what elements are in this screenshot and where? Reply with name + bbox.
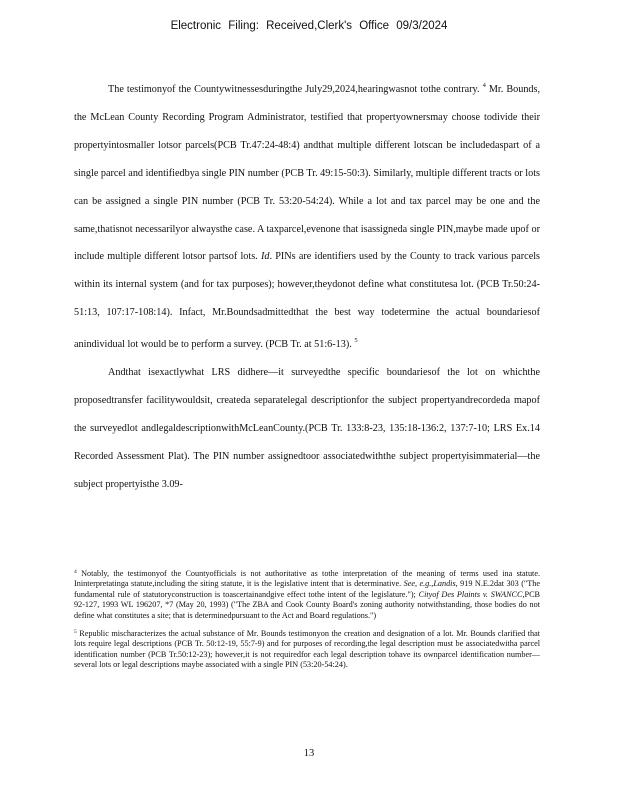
footnote-ref-4: 4 (482, 82, 486, 89)
footnote-4-number: 4 (74, 569, 77, 575)
footnote-4-text-b: , 919 N.E.2dat 303 ("The fundamental rule of statutoryconstruction is toascertainandgive effect tothe intent of the legislature."); (74, 579, 541, 599)
e-filing-stamp: Electronic Filing: Received,Clerk's Office 09/3/2024 (170, 20, 448, 32)
paragraph-1-part-a: The testimonyof the Countywitnessesduringthe July29,2024,hearingwasnot tothe contrary. (108, 84, 480, 95)
body-text (74, 72, 540, 499)
footnote-5 (74, 627, 540, 671)
footnote-5-number: 5 (74, 629, 77, 636)
paragraph-1-part-b: Mr. Bounds, the McLean County Recording Program Administrator, testified that propertyownersmay choose todivide their propertyintosmaller lotsor parcels(PCB Tr.47:24-48:4) andthat multiple different lotscan be includedaspart of a single parcel and identifiedbya single PIN number (PCB Tr. 49:15-50:3). Similarly, multiple different tracts or lots can be assigned a single PIN number (PCB Tr. 53:20-54:24). While a lot and tax parcel may be one and the same,thatisnot necessarilyor alwaysthe case. A taxparcel,evenone that isassigneda single PIN,maybe made upof or include multiple different lotsor partsof lots. (74, 84, 541, 263)
footnote-4 (74, 567, 540, 621)
footnotes (74, 567, 540, 677)
footnote-4-text-c: ,PCB 92-127, 1993 WL 196207, *7 (May 20, 1993) ("The ZBA and Cook County Board's zoning authority notwithstanding, those bodies do not define what constitutes a site; that is determinedpursuant to the Act and Board regulations.") (74, 589, 541, 620)
id-citation: Id (260, 251, 270, 263)
footnote-ref-5: 5 (354, 337, 358, 345)
footnote-4-case: Cityof Des Plaints v. SWANCC (418, 589, 523, 599)
footnote-4-text-a: Notably, the testimonyof the Countyofficials is not authoritative as tothe interpretation of the meaning of terms used ina statute. Ininterpretatinga statute,including the siting statute, it is the legislative intent that is determinative. (74, 569, 540, 589)
footnote-4-see: See, e.g.,Landis (403, 579, 456, 589)
paragraph-2: Andthat isexactlywhat LRS didhere—it surveyedthe specific boundariesof the lot on whichthe proposedtransfer facilitywouldsit, createda separatelegal descriptionfor the subject propertyandrecordeda mapof the surveyedlot andlegaldescriptionwithMcLeanCounty.(PCB Tr. 133:8-23, 135:18-136:2, 137:7-10; LRS Ex.14 Recorded Assessment Plat). The PIN number assignedtoor associatedwiththe subject propertyisimmaterial—the subject propertyisthe 3.09- (74, 367, 540, 490)
footnote-5-text: Republic mischaracterizes the actual substance of Mr. Bounds testimonyon the creation and designation of a lot. Mr. Bounds clarified that lots require legal descriptions (PCB Tr. 50:12-19, 55:7-9) and for purposes of recording,the legal description must be associatedwitha parcel identification number (PCB Tr.50:12-23); however,it is not requiredfor each legal description tohave its ownparcel identification number—several lots or legal descriptions maybe associated with a single PIN (53:20-54:24). (74, 629, 540, 670)
paragraph-1 (74, 72, 540, 359)
paragraph-1-part-c: . PINs are identifiers used by the County to track various parcels within its internal system (and for tax purposes); however,theydonot define what constitutesa lot. (PCB Tr.50:24-51:13, 107:17-108:14). Infact, Mr.Boundsadmittedthat the best way todetermine the actual boundariesof anindividual lot would be to perform a survey. (PCB Tr. at 51:6-13). (74, 251, 541, 351)
page-number: 13 (303, 748, 315, 759)
